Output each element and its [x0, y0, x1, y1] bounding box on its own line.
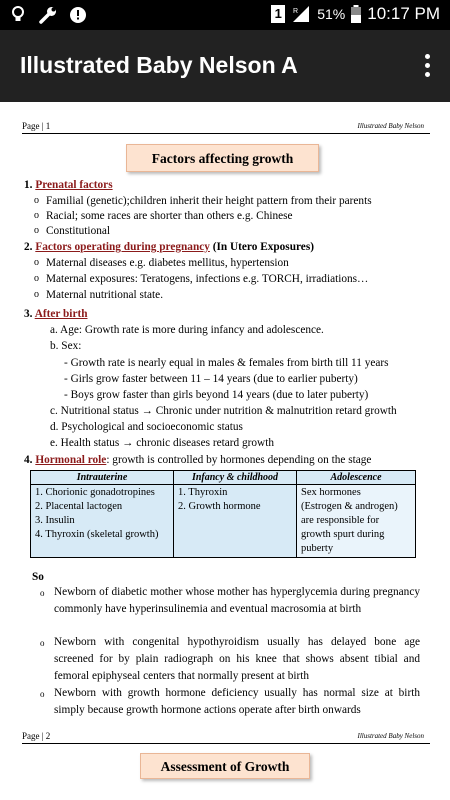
list-item: o Racial; some races are shorter than others e.g. Chinese: [46, 209, 293, 223]
header-book-title: Illustrated Baby Nelson: [357, 122, 424, 130]
status-bar: [0, 0, 450, 30]
lightbulb-icon: [8, 5, 28, 25]
page-separator: [0, 720, 450, 728]
bullet-icon: o: [40, 638, 45, 648]
header-book-title: Illustrated Baby Nelson: [357, 732, 424, 740]
list-item: e. Health status → chronic diseases retard growth: [50, 437, 274, 449]
so-label: So: [32, 571, 44, 583]
list-item: o Constitutional: [46, 224, 110, 238]
list-item: o Maternal nutritional state.: [46, 288, 163, 302]
svg-text:R: R: [293, 8, 299, 15]
app-title: Illustrated Baby Nelson A: [20, 52, 298, 78]
list-item: d. Psychological and socioeconomic status: [50, 421, 243, 433]
list-item: c. Nutritional status → Chronic under nutrition & malnutrition retard growth: [50, 405, 397, 417]
bullet-icon: o: [40, 588, 45, 598]
list-item: Newborn with congenital hypothyroidism usually has delayed bone age screened for by plain radiograph on his knee that shows absent tibial and femoral epiphyseal centers that normally present at birth: [54, 636, 420, 682]
overflow-menu-icon[interactable]: [418, 50, 436, 82]
table-cell: 1. Chorionic gonadotropines 2. Placental lactogen 3. Insulin 4. Thyroxin (skeletal growth): [31, 485, 174, 558]
bullet-icon: o: [40, 689, 45, 699]
section-heading: Factors affecting growth: [126, 144, 319, 172]
system-status: [271, 4, 440, 24]
battery-percent: 51%: [317, 6, 346, 22]
section-title: 1. Prenatal factors: [24, 179, 113, 191]
list-item: - Growth rate is nearly equal in males & females from birth till 11 years: [64, 357, 389, 369]
page-header: [22, 120, 430, 134]
list-item: Newborn of diabetic mother whose mother has hyperglycemia during pregnancy commonly have hyperinsulinemia and eventual macrosomia at birth: [54, 586, 420, 615]
list-item: o Maternal exposures: Teratogens, infections e.g. TORCH, irradiations…: [46, 272, 368, 286]
list-item: a. Age: Growth rate is more during infancy and adolescence.: [50, 324, 324, 336]
table-cell: Sex hormones (Estrogen & androgen) are responsible for growth spurt during puberty: [297, 485, 416, 558]
table-header: Intrauterine: [31, 471, 174, 485]
notification-icons: [8, 5, 88, 25]
list-item: o Familial (genetic);children inherit their height pattern from their parents: [46, 194, 372, 208]
app-bar: [0, 30, 450, 102]
section-heading: Assessment of Growth: [140, 753, 310, 779]
page-number: Page | 2: [22, 731, 51, 741]
list-item: b. Sex:: [50, 340, 82, 352]
table-header-row: [31, 471, 416, 485]
sim-card-icon: 1: [271, 5, 285, 23]
signal-icon: [291, 4, 311, 24]
section-title: 4. Hormonal role: growth is controlled by hormones depending on the stage: [24, 454, 372, 466]
hormone-table: [30, 470, 416, 558]
wrench-icon: [38, 5, 58, 25]
table-header: Infancy & childhood: [174, 471, 297, 485]
data-saver-icon: [68, 5, 88, 25]
section-title: 2. Factors operating during pregnancy (In Utero Exposures): [24, 241, 314, 253]
list-item: - Boys grow faster than girls beyond 14 years (due to later puberty): [64, 389, 369, 401]
page-number: Page | 1: [22, 121, 51, 131]
battery-icon: [351, 5, 361, 23]
table-cell: 1. Thyroxin 2. Growth hormone: [174, 485, 297, 558]
list-item: - Girls grow faster between 11 – 14 years (due to earlier puberty): [64, 373, 358, 385]
document-viewer[interactable]: [0, 102, 450, 800]
section-title: 3. After birth: [24, 308, 88, 320]
list-item: o Maternal diseases e.g. diabetes mellitus, hypertension: [46, 256, 289, 270]
page-header: [22, 730, 430, 744]
table-header: Adolescence: [297, 471, 416, 485]
clock: 10:17 PM: [367, 4, 440, 23]
list-item: Newborn with growth hormone deficiency usually has normal size at birth simply because growth hormone actions operate after birth onwards: [54, 687, 420, 716]
table-row: [31, 485, 416, 558]
